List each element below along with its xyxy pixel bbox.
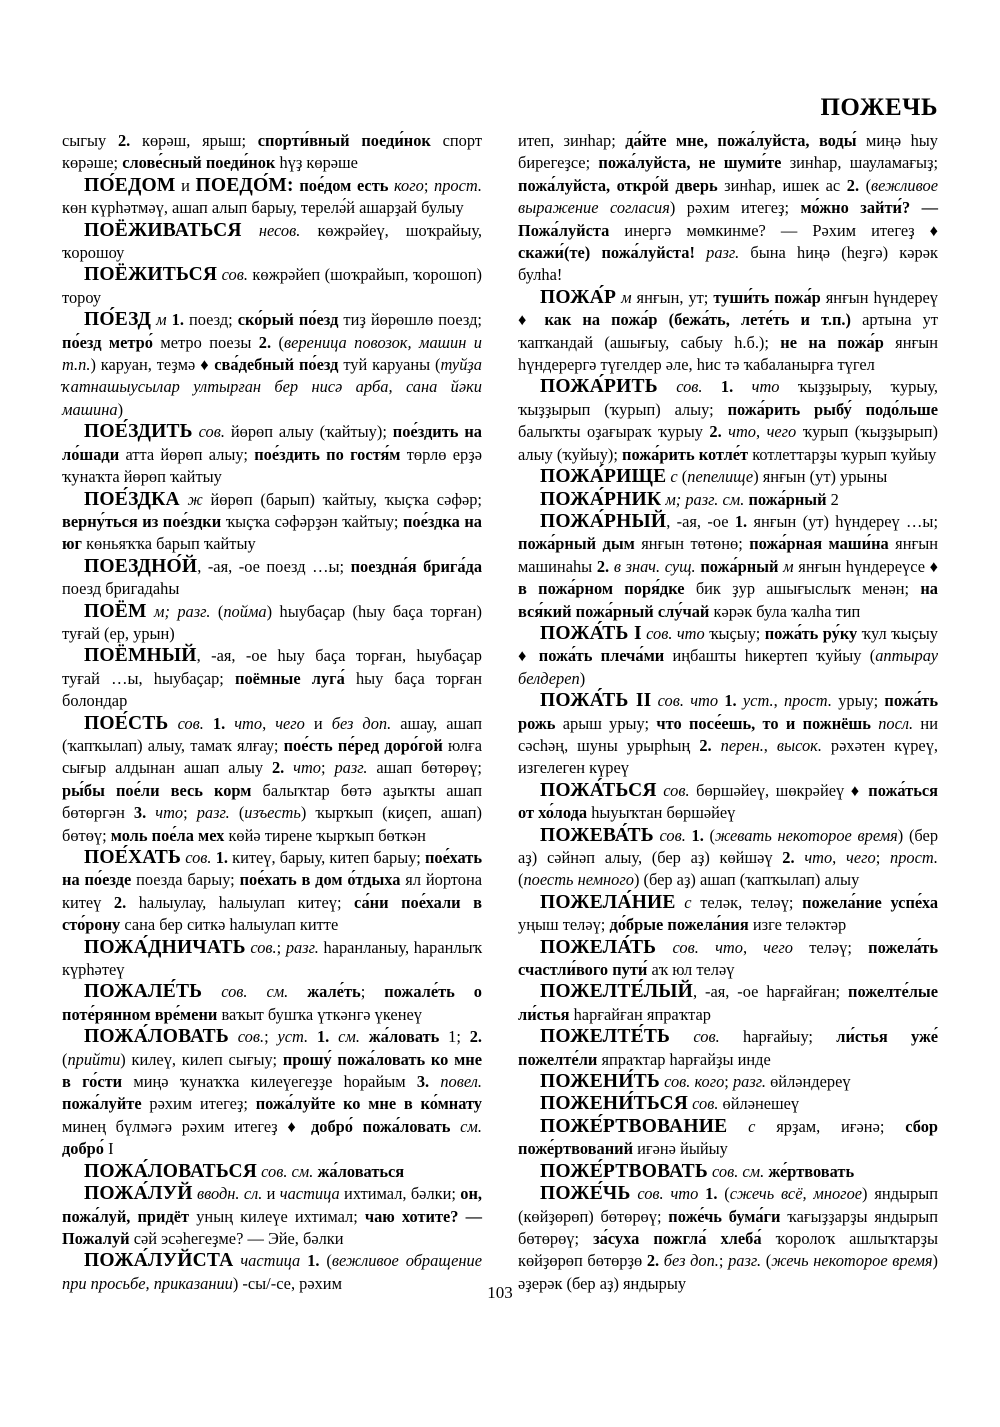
dictionary-entry: ПОЖЕ́РТВОВАНИЕ с ярҙам, иғәнә; сбор поже́ртвований иғәнә йыйыу: [518, 1115, 938, 1159]
dictionary-entry: ПО́ЕДОМ и ПОЕДО́М: пое́дом есть кого; прост. көн күрһәтмәү, ашап алып барыу, терелә́й ашарҙай булыу: [62, 174, 482, 218]
dictionary-entry: ПОЁЖИТЬСЯ сов. көжрәйеп (шоҡрайып, ҡорошоп) тороу: [62, 264, 482, 307]
dictionary-entry: ПОЁМ м; разг. (пойма) һыубаҫар (һыу баҫа торған) туғай (ер, урын): [62, 600, 482, 643]
dictionary-entry: ПОЖА́ЛУЙСТА частица 1. (вежливое обращение при просьбе, приказании) -сы/-се, рәхим: [62, 1250, 482, 1293]
dictionary-entry: ПОЕ́ЗДИТЬ сов. йөрөп алыу (ҡайтыу); пое́здить на ло́шади атта йөрөп алыу; пое́здить по гостя́м төрлө ерҙә ҡунаҡта йөрөп ҡайтыу: [62, 421, 482, 487]
dictionary-entry: ПОЖА́РИТЬ сов. 1. что ҡыҙҙырыу, ҡурыу, ҡыҙҙырып (ҡурып) алыу; пожа́рить рыбу́ подо́льше балыҡты оҙағыраҡ ҡурыу 2. что, чего ҡурып (ҡыҙҙырып) алыу (ҡуйыу); пожа́рить котле́т котлеттарҙы ҡурып ҡуйыу: [518, 376, 938, 464]
dictionary-entry: ПОЁМНЫЙ, -ая, -ое һыу баҫа торған, һыубаҫар туғай …ы, һыубаҫар; поёмные луга́ һыу баҫа торған болондар: [62, 645, 482, 711]
dictionary-entry: ПОЕ́ЗДКА ж йөрөп (барып) ҡайтыу, ҡыҫҡа сәфәр; верну́ться из пое́здки ҡыҫҡа сәфәрҙән ҡайтыу; пое́здка на юг көньяҡҡа барып ҡайтыу: [62, 488, 482, 554]
column-right: [518, 130, 938, 1295]
dictionary-entry: ПОЖА́РНИК м; разг. см. пожа́рный 2: [540, 488, 839, 510]
dictionary-entry: ПОЖАЛЕ́ТЬ сов. см. жале́ть; пожале́ть о поте́рянном вре́мени ваҡыт бушҡа үткәнгә үкенеү: [62, 981, 482, 1024]
running-head: ПОЖЕЧЬ: [820, 94, 938, 121]
dictionary-entry: ПОЖЕЛА́ТЬ сов. что, чего теләү; пожела́ть счастли́вого пути́ аҡ юл теләү: [518, 936, 939, 980]
page-number: 103: [487, 1283, 513, 1302]
dictionary-entry: ПОЖЕНИ́ТЬ сов. кого; разг. өйләндереү: [540, 1071, 851, 1093]
text-columns: [62, 130, 938, 1295]
dictionary-entry: ПОЖЕЛТЕ́ТЬ сов. һарғайыу; ли́стья уже́ пожелте́ли япраҡтар һарғайҙы инде: [518, 1026, 938, 1069]
dictionary-entry: ПО́ЕЗД м 1. поезд; ско́рый по́езд тиҙ йөрөшлө поезд; по́езд метро́ метро поезы 2. (вереница повозок, машин и т.п.) каруан, теҙмә ♦ сва́дебный по́езд туй каруаны (туйҙа ҡатнашыусылар ултырған бер нисә арба, сана йәки машина): [62, 309, 482, 419]
entry-continuation: сыгыу 2. көрәш, ярыш; спорти́вный поеди́нок спорт көрәше; слове́сный поеди́нок һүҙ көрәше: [62, 131, 482, 173]
dictionary-entry: ПОЖА́ЛОВАТЬ сов.; уст. 1. см. жа́ловать 1; 2. (прийти) килеү, килеп сығыу; прошу́ пожа́ловать ко мне в го́сти миңә ҡунаҡҡа килеүегеҙҙе һорайым 3. повел. пожа́луйте рәхим итегеҙ; пожа́луйте ко мне в ко́мнату минең бүлмәгә рәхим итегеҙ ♦ добро́ пожа́ловать см. добро́ I: [62, 1026, 483, 1159]
dictionary-entry: ПОЖА́ЛУЙ вводн. сл. и частица ихтимал, бәлки; он, пожа́луй, придёт уның килеүе ихтимал; чаю хотите? — Пожалуй сәй эсәһегеҙме? — Эйе, бәлки: [62, 1183, 483, 1248]
entry-continuation: итеп, зинһар; да́йте мне, пожа́луйста, воды́ миңә һыу бирегеҙсе; пожа́луйста, не шуми́те зинһар, шауламағыҙ; пожа́луйста, откро́й дверь зинһар, ишек ас 2. (вежливое выражение согласия) рәхим итегеҙ; мо́жно зайти́? — Пожа́луйста инергә мөмкинме? — Рәхим итегеҙ ♦ скажи́(те) пожа́луйста! разг. бына һиңә (һеҙгә) кәрәк булһа!: [518, 131, 938, 285]
dictionary-entry: ПОЖЕ́ЧЬ сов. что 1. (сжечь всё, многое) яндырып (көйҙөрөп) бөтөрөү; поже́чь бума́ги ҡағыҙҙарҙы яндырып бөтөрөү; за́суха пожгла́ хлеба́ ҡоролоҡ ашлыҡтарҙы көйҙөрөп бөтөрҙө 2. без доп.; разг. (жечь некоторое время) әҙерәк (бер аҙ) яндырыу: [518, 1183, 938, 1293]
dictionary-entry: ПОЕЗДНО́Й, -ая, -ое поезд …ы; поездна́я брига́да поезд бригадаһы: [62, 555, 483, 599]
dictionary-entry: ПОЖЕЛТЕ́ЛЫЙ, -ая, -ое һарғайған; пожелте́лые ли́стья һарғайған япраҡтар: [518, 981, 938, 1024]
dictionary-entry: ПОЖА́ТЬСЯ сов. бөршәйеү, шөкрәйеү ♦ пожа́ться от хо́лода һыуыҡтан бөршәйеү: [518, 779, 938, 823]
dictionary-entry: ПОЖА́ТЬ II сов. что 1. уст., прост. урыу; пожа́ть рожь арыш урыу; что посе́ешь, то и пожнёшь посл. ни сәсһәң, шуны урырһың 2. перен., высок. рәхәтен күреү, изгелеген күреү: [518, 690, 938, 778]
dictionary-entry: ПОЖЕЛА́НИЕ с теләк, теләү; пожела́ние успе́ха уңыш теләү; до́брые пожела́ния изге теләктәр: [518, 891, 939, 935]
dictionary-entry: ПОЖЕНИ́ТЬСЯ сов. өйләнешеү: [540, 1093, 800, 1115]
dictionary-entry: ПОЁЖИВАТЬСЯ несов. көжрәйеү, шоҡрайыу, ҡорошоу: [62, 219, 482, 263]
dictionary-entry: ПОЖА́РНЫЙ, -ая, -ое 1. янғын (ут) һүндереү …ы; пожа́рный дым янғын төтөнө; пожа́рная маши́на янғын машинаһы 2. в знач. сущ. пожа́рный м янғын һүндереүсе ♦ в пожа́рном поря́дке бик ҙур ашығыслыҡ менән; на вся́кий пожа́рный слу́чай кәрәк була ҡалһа тип: [518, 510, 939, 621]
dictionary-entry: ПОЕ́ХАТЬ сов. 1. китеү, барыу, китеп барыу; пое́хать на по́езде поезда барыу; пое́хать в дом о́тдыха ял йортона китеү 2. һалыулау, һалыулап китеү; са́ни пое́хали в сто́рону сана бер ситкә һалыулап китте: [62, 847, 482, 935]
dictionary-entry: ПОЖА́РИЩЕ с (пепелище) янғын (ут) урыны: [540, 466, 888, 488]
dictionary-entry: ПОЖЕВА́ТЬ сов. 1. (жевать некоторое время) (бер аҙ) сәйнәп алыу, (бер аҙ) көйшәү 2. что, чего; прост. (поесть немного) (бер аҙ) ашап (ҡапҡылап) алыу: [518, 824, 939, 890]
dictionary-entry: ПОЖА́Р м янғын, ут; туши́ть пожа́р янғын һүндереү ♦ как на пожа́р (бежа́ть, лете́ть и т.п.) артына ут ҡапҡандай (ашығыу, сабыу һ.б.); не на пожа́р янғын һүндерергә түгелдер әле, һис тә ҡабаланырға түгел: [518, 286, 939, 375]
dictionary-entry: ПОЕ́СТЬ сов. 1. что, чего и без доп. ашау, ашап (ҡапҡылап) алыу, тамаҡ ялғау; пое́сть пе́ред доро́гой юлға сығыр алдынан ашап алыу 2. что; разг. ашап бөтөрөү; ры́бы пое́ли весь корм балыҡтар бөтә аҙыҡты ашап бөтөргән 3. что; разг. (изъесть) ҡырҡып (киҫеп, ашап) бөтөү; моль пое́ла мех көйә тирене ҡырҡып бөткән: [62, 712, 482, 845]
dictionary-entry: ПОЖЕ́РТВОВАТЬ сов. см. же́ртвовать: [540, 1160, 855, 1182]
dictionary-entry: ПОЖА́ЛОВАТЬСЯ сов. см. жа́ловаться: [84, 1160, 405, 1182]
dictionary-entry: ПОЖА́ТЬ I сов. что ҡыҫыу; пожа́ть ру́ку ҡул ҡыҫыу ♦ пожа́ть плеча́ми иңбашты һикертеп ҡуйыу (аптырау белдереп): [518, 622, 939, 688]
dictionary-entry: ПОЖА́ДНИЧАТЬ сов.; разг. һаранланыу, һаранлыҡ күрһәтеү: [62, 936, 482, 980]
column-left: [62, 130, 482, 1295]
